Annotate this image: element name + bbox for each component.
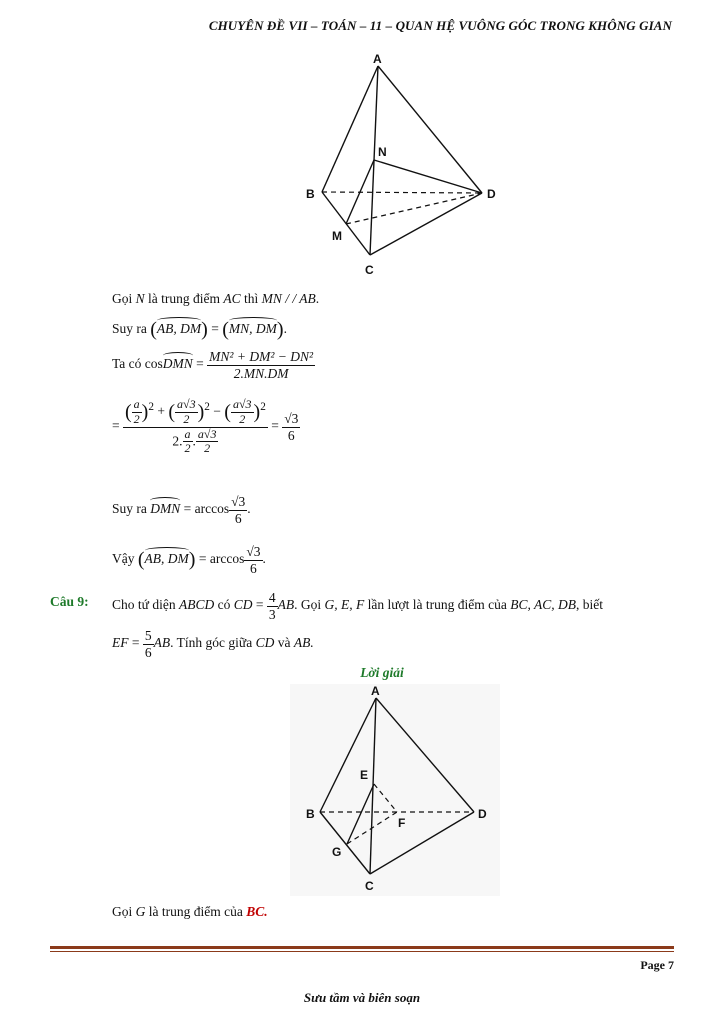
segment-nd [374, 160, 482, 193]
label-g: G [332, 845, 342, 859]
solution-line-4: Suy ra DMN = arccos $\frac{√3}{6}$ . [112, 494, 251, 526]
footer-credit: Sưu tầm và biên soạn [303, 990, 421, 1005]
page-number: Page 7 [640, 958, 674, 972]
solution-line-expression: = ( $\frac{a}{2}$ )$^2$ + ( $\frac{a√3}{2}$ )$^2$ − ( $\frac{a√3}{2}$ )$^2$ 2. $\frac{a}{2}$ . $\frac{a√3}{2}$ = $\frac{√3}{6}$ [112, 397, 299, 456]
label-c: C [365, 879, 374, 893]
solution-heading: Lời giải [360, 665, 404, 680]
label-f: F [398, 816, 406, 830]
question-9-line-2: EF = $\frac{5}{6}$ AB. Tính góc giữa CD và AB. [112, 628, 314, 660]
question-9-line-1: Cho tứ diện ABCD có CD = $\frac{4}{3}$ AB. Gọi G, E, F lần lượt là trung điểm của BC, AC, DB, biết [112, 590, 604, 622]
label-e: E [360, 768, 369, 782]
solution-line-1: Gọi N là trung điểm AC thì MN / / AB. [112, 291, 320, 306]
footer-rule-thin [50, 951, 674, 952]
tetrahedron-figure-2 [290, 684, 500, 896]
figure-background [290, 684, 500, 896]
label-d: D [478, 807, 487, 821]
label-a: A [373, 52, 382, 66]
question-9-label: Câu 9: [50, 594, 89, 609]
footer-rule-thick [50, 946, 674, 949]
solution-9-line-1: Gọi G là trung điểm của BC. [112, 904, 268, 919]
tetrahedron-figure-1 [300, 50, 510, 280]
solution-line-3: Ta có cosDMN = $\frac{\text{MN² + DM² − DN²}}{2.MN.DM}$ [112, 349, 314, 381]
label-b: B [306, 187, 315, 201]
label-b: B [306, 807, 315, 821]
edge-ab [322, 66, 378, 192]
label-d: D [487, 187, 496, 201]
label-n: N [378, 145, 387, 159]
label-c: C [365, 263, 374, 277]
solution-line-2: Suy ra (AB, DM) = (MN, DM). [112, 318, 287, 341]
edge-bd-hidden [322, 192, 482, 193]
label-a: A [371, 684, 380, 698]
solution-line-5: Vậy (AB, DM) = arccos $\frac{√3}{6}$ . [112, 544, 266, 576]
page-header: CHUYÊN ĐỀ VII – TOÁN – 11 – QUAN HỆ VUÔNG GÓC TRONG KHÔNG GIAN [208, 18, 672, 33]
edge-ad [378, 66, 482, 193]
label-m: M [332, 229, 342, 243]
segment-md-hidden [346, 193, 482, 224]
edge-cd [370, 193, 482, 255]
